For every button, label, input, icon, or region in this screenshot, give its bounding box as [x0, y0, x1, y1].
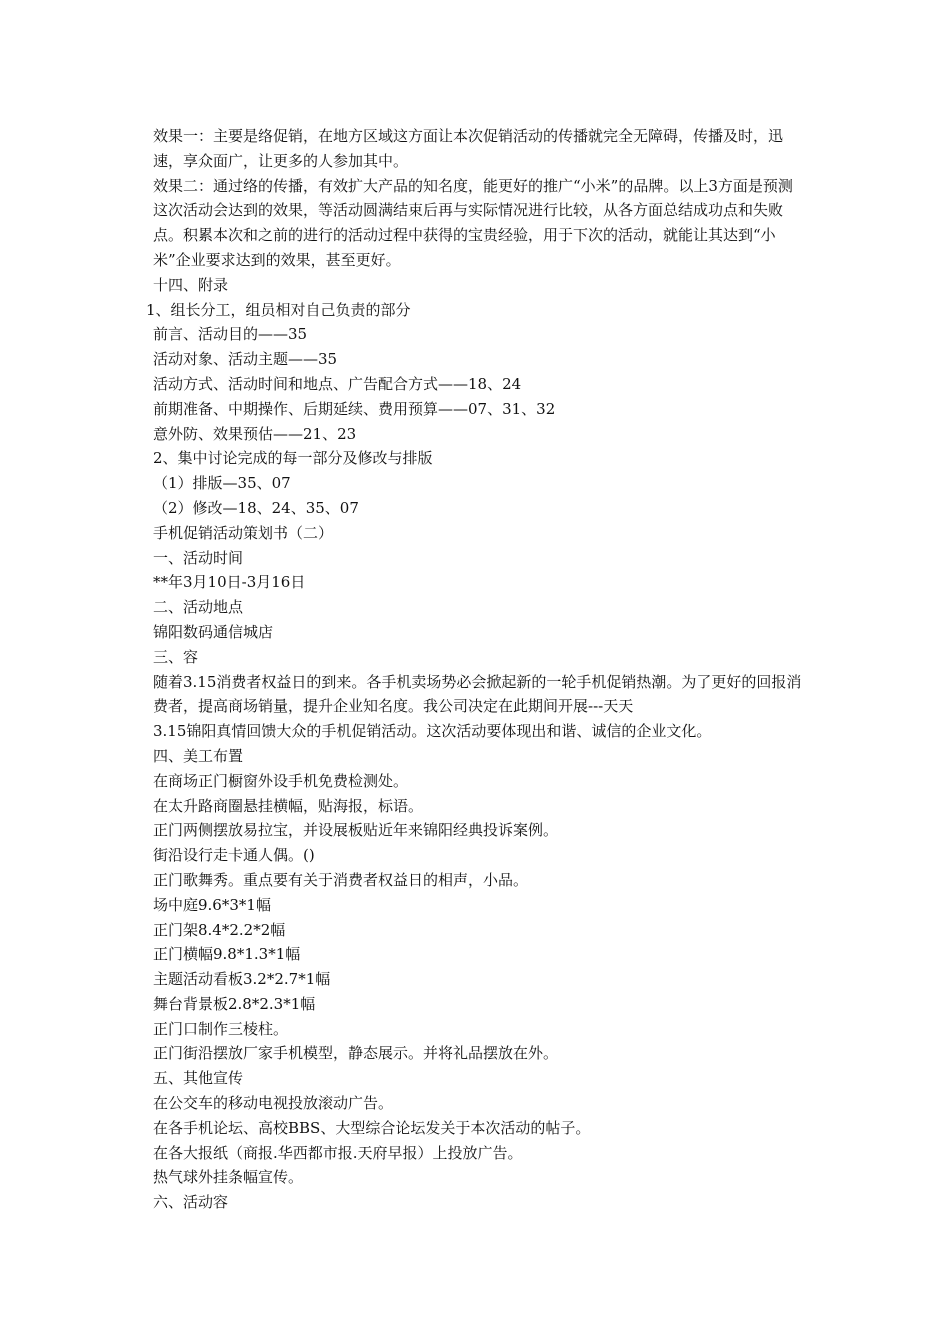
paragraph: 活动方式、活动时间和地点、广告配合方式——18、24	[153, 374, 522, 393]
paragraph: 手机促销活动策划书（二）	[153, 523, 334, 542]
paragraph: 三、容	[153, 647, 199, 666]
paragraph: 五、其他宣传	[153, 1069, 244, 1088]
paragraph: 在商场正门橱窗外设手机免费检测处。	[153, 771, 409, 790]
paragraph: 活动对象、活动主题——35	[153, 350, 338, 369]
paragraph: 正门横幅9.8*1.3*1幅	[153, 945, 301, 964]
paragraph: 热气球外挂条幅宣传。	[153, 1168, 304, 1187]
paragraph: 正门口制作三棱柱。	[153, 1019, 289, 1038]
paragraph: 正门架8.4*2.2*2幅	[153, 920, 286, 939]
paragraph: 正门两侧摆放易拉宝，并设展板贴近年来锦阳经典投诉案例。	[153, 821, 559, 840]
paragraph: 正门歌舞秀。重点要有关于消费者权益日的相声，小品。	[153, 870, 529, 889]
paragraph: 1、组长分工，组员相对自己负责的部分	[146, 300, 411, 319]
paragraph: 2、集中讨论完成的每一部分及修改与排版	[153, 449, 433, 468]
paragraph: 一、活动时间	[153, 548, 244, 567]
paragraph: 在太升路商圈悬挂横幅，贴海报，标语。	[153, 796, 424, 815]
paragraph: 前期准备、中期操作、后期延续、费用预算——07、31、32	[153, 399, 556, 418]
paragraph: 六、活动容	[153, 1193, 229, 1212]
paragraph: 在公交车的移动电视投放滚动广告。	[153, 1094, 394, 1113]
paragraph: 效果二：通过络的传播，有效扩大产品的知名度，能更好的推广“小米”的品牌。以上3方面是预测这次活动会达到的效果，等活动圆满结束后再与实际情况进行比较，从各方面总结成功点和失败点。积累本次和之前的进行的活动过程中获得的宝贵经验，用于下次的活动，就能让其达到“小米”企业要求达到的效果，甚至更好。	[153, 176, 793, 269]
paragraph: 随着3.15消费者权益日的到来。各手机卖场势必会掀起新的一轮手机促销热潮。为了更好的回报消费者，提高商场销量，提升企业知名度。我公司决定在此期间开展---天天	[153, 672, 802, 716]
paragraph: 二、活动地点	[153, 598, 244, 617]
paragraph: 主题活动看板3.2*2.7*1幅	[153, 970, 331, 989]
paragraph: 舞台背景板2.8*2.3*1幅	[153, 994, 316, 1013]
paragraph: 街沿设行走卡通人偶。()	[153, 846, 315, 865]
paragraph: 在各手机论坛、高校BBS、大型综合论坛发关于本次活动的帖子。	[153, 1118, 591, 1137]
paragraph: **年3月10日-3月16日	[153, 573, 306, 592]
paragraph: 意外防、效果预估——21、23	[153, 424, 357, 443]
paragraph: 正门街沿摆放厂家手机模型，静态展示。并将礼品摆放在外。	[153, 1044, 559, 1063]
paragraph: 场中庭9.6*3*1幅	[153, 895, 271, 914]
paragraph: 十四、附录	[153, 275, 229, 294]
paragraph: 效果一：主要是络促销，在地方区域这方面让本次促销活动的传播就完全无障碍，传播及时，迅速，享众面广，让更多的人参加其中。	[153, 127, 784, 170]
paragraph: 前言、活动目的——35	[153, 325, 308, 344]
paragraph: （2）修改—18、24、35、07	[153, 498, 359, 517]
paragraph: 在各大报纸（商报.华西都市报.天府早报）上投放广告。	[153, 1143, 523, 1162]
paragraph: 四、美工布置	[153, 746, 244, 765]
paragraph: （1）排版—35、07	[153, 474, 291, 493]
paragraph: 锦阳数码通信城店	[153, 622, 274, 641]
paragraph: 3.15锦阳真情回馈大众的手机促销活动。这次活动要体现出和谐、诚信的企业文化。	[153, 722, 712, 741]
document-body	[146, 124, 806, 1215]
